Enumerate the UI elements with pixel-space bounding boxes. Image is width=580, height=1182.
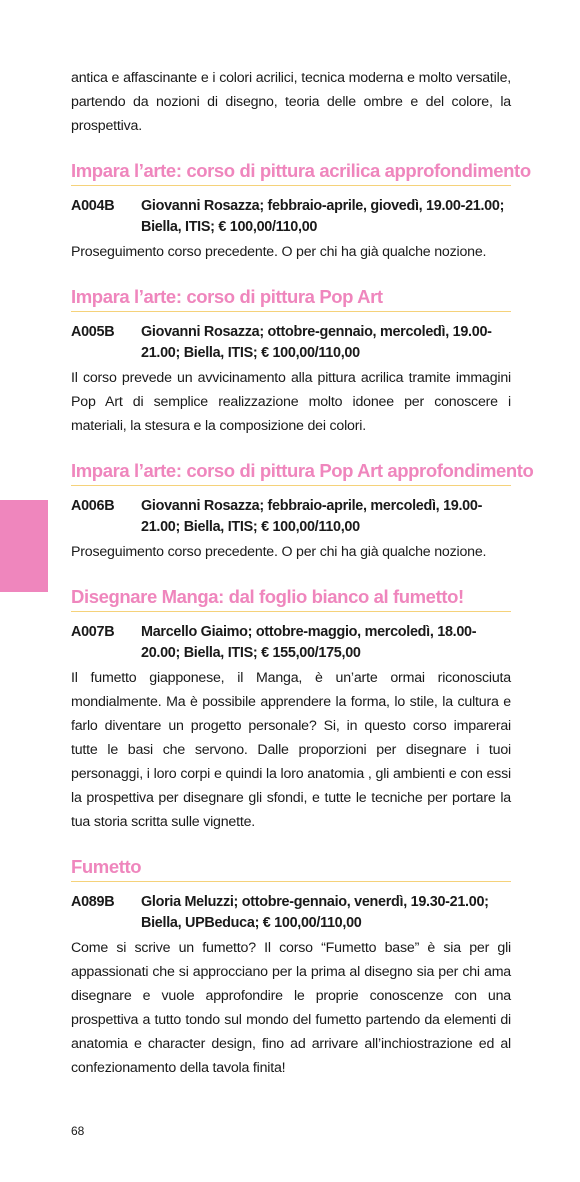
course-description: Proseguimento corso precedente. O per chi ha già qualche nozione. [71,244,487,260]
section-color-tab [0,500,48,592]
intro-paragraph: antica e affascinante e i colori acrilici, tecnica moderna e molto versatile, partendo da nozioni di disegno, teoria delle ombre e del colore, la prospettiva. [71,70,511,134]
course-title: Impara l’arte: corso di pittura Pop Art [71,284,511,312]
course-title: Impara l’arte: corso di pittura acrilica approfondimento [71,158,511,186]
course-meta [71,322,511,364]
course-description: Proseguimento corso precedente. O per chi ha già qualche nozione. [71,544,487,560]
course-code: A004B [71,198,115,214]
course-code: A007B [71,624,115,640]
course-code: A089B [71,894,115,910]
page-number: 68 [71,1124,85,1138]
course-entry-a004b [71,158,531,264]
course-meta [71,892,511,934]
course-description: Il fumetto giapponese, il Manga, è un’arte ormai riconosciuta mondialmente. Ma è possibile apprendere la forma, lo stile, la cultura e farlo diventare un progetto personale? Si, in questo corso imparerai tutte le basi che servono. Dalle proporzioni per disegnare i tuoi personaggi, i loro corpi e quindi la loro anatomia , gli ambienti e con essi la prospettiva per disegnare gli sfondi, e tutte le tecniche per portare la tua storia scritta sulle vignette. [71,670,511,830]
course-entry-a005b [71,284,511,438]
course-meta [71,196,511,238]
course-entry-a089b [71,854,511,1080]
course-info: Giovanni Rosazza; ottobre-gennaio, mercoledì, 19.00-21.00; Biella, ITIS; € 100,00/110,00 [141,324,492,361]
course-entry-a007b [71,584,511,834]
course-entry-a006b [71,458,534,564]
page-content [71,66,534,1100]
course-meta [71,622,511,664]
course-info: Gloria Meluzzi; ottobre-gennaio, venerdì, 19.30-21.00; Biella, UPBeduca; € 100,00/110,00 [141,894,489,931]
course-info: Giovanni Rosazza; febbraio-aprile, giovedì, 19.00-21.00; Biella, ITIS; € 100,00/110,00 [141,198,505,235]
course-code: A006B [71,498,115,514]
course-title: Disegnare Manga: dal foglio bianco al fumetto! [71,584,511,612]
course-meta [71,496,511,538]
course-description: Come si scrive un fumetto? Il corso “Fumetto base” è sia per gli appassionati che si approcciano per la prima al disegno sia per chi ama disegnare e vuole approfondire le proprie conoscenze con una prospettiva a tutto tondo sul mondo del fumetto partendo da elementi di anatomia e character design, fino ad arrivare all’inchiostrazione ed al confezionamento della tavola finita! [71,940,511,1076]
course-description: Il corso prevede un avvicinamento alla pittura acrilica tramite immagini Pop Art di semplice realizzazione molto idonee per conoscere i materiali, la stesura e la composizione dei colori. [71,370,511,434]
course-info: Giovanni Rosazza; febbraio-aprile, mercoledì, 19.00-21.00; Biella, ITIS; € 100,00/110,00 [141,498,483,535]
course-code: A005B [71,324,115,340]
course-title: Impara l’arte: corso di pittura Pop Art approfondimento [71,458,511,486]
course-title: Fumetto [71,854,511,882]
course-info: Marcello Giaimo; ottobre-maggio, mercoledì, 18.00-20.00; Biella, ITIS; € 155,00/175,00 [141,624,477,661]
